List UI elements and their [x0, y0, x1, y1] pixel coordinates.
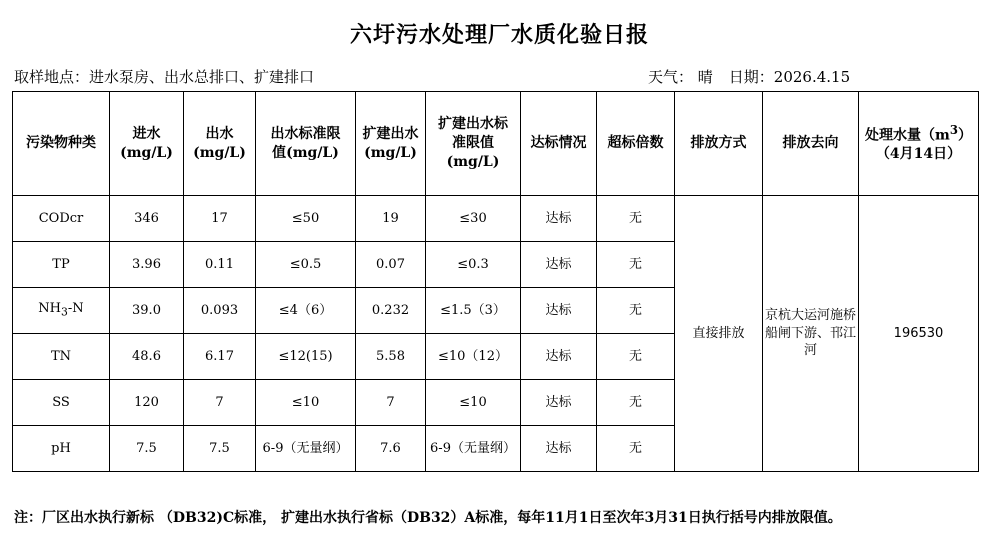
weather-date-line	[648, 66, 850, 87]
ext-outflow-value: 0.07	[356, 242, 426, 288]
exceed-value: 无	[597, 334, 675, 380]
outflow-value: 0.11	[184, 242, 256, 288]
table-row	[13, 196, 979, 242]
exceed-value: 无	[597, 242, 675, 288]
ext-limit: ≤1.5（3）	[426, 288, 521, 334]
outflow-limit: 6-9（无量纲）	[256, 426, 356, 472]
outflow-value: 7	[184, 380, 256, 426]
outflow-limit: ≤4（6）	[256, 288, 356, 334]
exceed-value: 无	[597, 196, 675, 242]
header-volume: 处理水量$(m^3)$ （4月14日）	[859, 92, 979, 196]
outflow-limit: ≤0.5	[256, 242, 356, 288]
pollutant-name: CODcr	[13, 196, 110, 242]
pollutant-name: TP	[13, 242, 110, 288]
header-method: 排放方式	[675, 92, 763, 196]
water-quality-table	[12, 91, 979, 472]
status-value: 达标	[521, 196, 597, 242]
weather: 天气： 晴	[648, 68, 713, 86]
footnote: 注：厂区出水执行新标 （DB32)C标准， 扩建出水执行省标（DB32）A标准，每年11月1日至次年3月31日执行括号内排放限值。	[14, 510, 842, 526]
inflow-value: 346	[110, 196, 184, 242]
header-exceed: 超标倍数	[597, 92, 675, 196]
header-outflow: 出水 (mg/L)	[184, 92, 256, 196]
status-value: 达标	[521, 288, 597, 334]
exceed-value: 无	[597, 288, 675, 334]
outflow-value: 7.5	[184, 426, 256, 472]
ext-limit: ≤30	[426, 196, 521, 242]
header-ext-limit: 扩建出水标 准限值 (mg/L)	[426, 92, 521, 196]
inflow-value: 3.96	[110, 242, 184, 288]
pollutant-name: TN	[13, 334, 110, 380]
status-value: 达标	[521, 380, 597, 426]
outflow-limit: ≤10	[256, 380, 356, 426]
report-date: 日期：2026.4.15	[728, 68, 851, 86]
ext-limit: ≤10	[426, 380, 521, 426]
header-destination: 排放去向	[763, 92, 859, 196]
status-value: 达标	[521, 334, 597, 380]
treated-volume: 196530	[859, 196, 979, 472]
ext-limit: 6-9（无量纲）	[426, 426, 521, 472]
ext-outflow-value: 19	[356, 196, 426, 242]
ext-outflow-value: 7	[356, 380, 426, 426]
pollutant-name: SS	[13, 380, 110, 426]
exceed-value: 无	[597, 426, 675, 472]
exceed-value: 无	[597, 380, 675, 426]
header-outflow-limit: 出水标准限 值(mg/L)	[256, 92, 356, 196]
ext-outflow-value: 5.58	[356, 334, 426, 380]
inflow-value: 7.5	[110, 426, 184, 472]
page-title: 六圩污水处理厂水质化验日报	[349, 22, 649, 48]
discharge-method: 直接排放	[675, 196, 763, 472]
inflow-value: 39.0	[110, 288, 184, 334]
discharge-destination: 京杭大运河施桥船闸下游、邗江河	[763, 196, 859, 472]
table-header-row	[13, 92, 979, 196]
ext-outflow-value: 7.6	[356, 426, 426, 472]
sampling-location: 取样地点：进水泵房、出水总排口、扩建排口	[14, 68, 315, 86]
ext-limit: ≤10（12）	[426, 334, 521, 380]
inflow-value: 120	[110, 380, 184, 426]
header-ext-outflow: 扩建出水 (mg/L)	[356, 92, 426, 196]
header-inflow: 进水 (mg/L)	[110, 92, 184, 196]
ext-outflow-value: 0.232	[356, 288, 426, 334]
header-pollutant: 污染物种类	[13, 92, 110, 196]
outflow-value: 0.093	[184, 288, 256, 334]
outflow-limit: ≤50	[256, 196, 356, 242]
pollutant-name: pH	[13, 426, 110, 472]
status-value: 达标	[521, 426, 597, 472]
pollutant-name: $NH_3-N$	[13, 288, 110, 334]
outflow-limit: ≤12(15)	[256, 334, 356, 380]
inflow-value: 48.6	[110, 334, 184, 380]
outflow-value: 17	[184, 196, 256, 242]
header-status: 达标情况	[521, 92, 597, 196]
outflow-value: 6.17	[184, 334, 256, 380]
status-value: 达标	[521, 242, 597, 288]
ext-limit: ≤0.3	[426, 242, 521, 288]
